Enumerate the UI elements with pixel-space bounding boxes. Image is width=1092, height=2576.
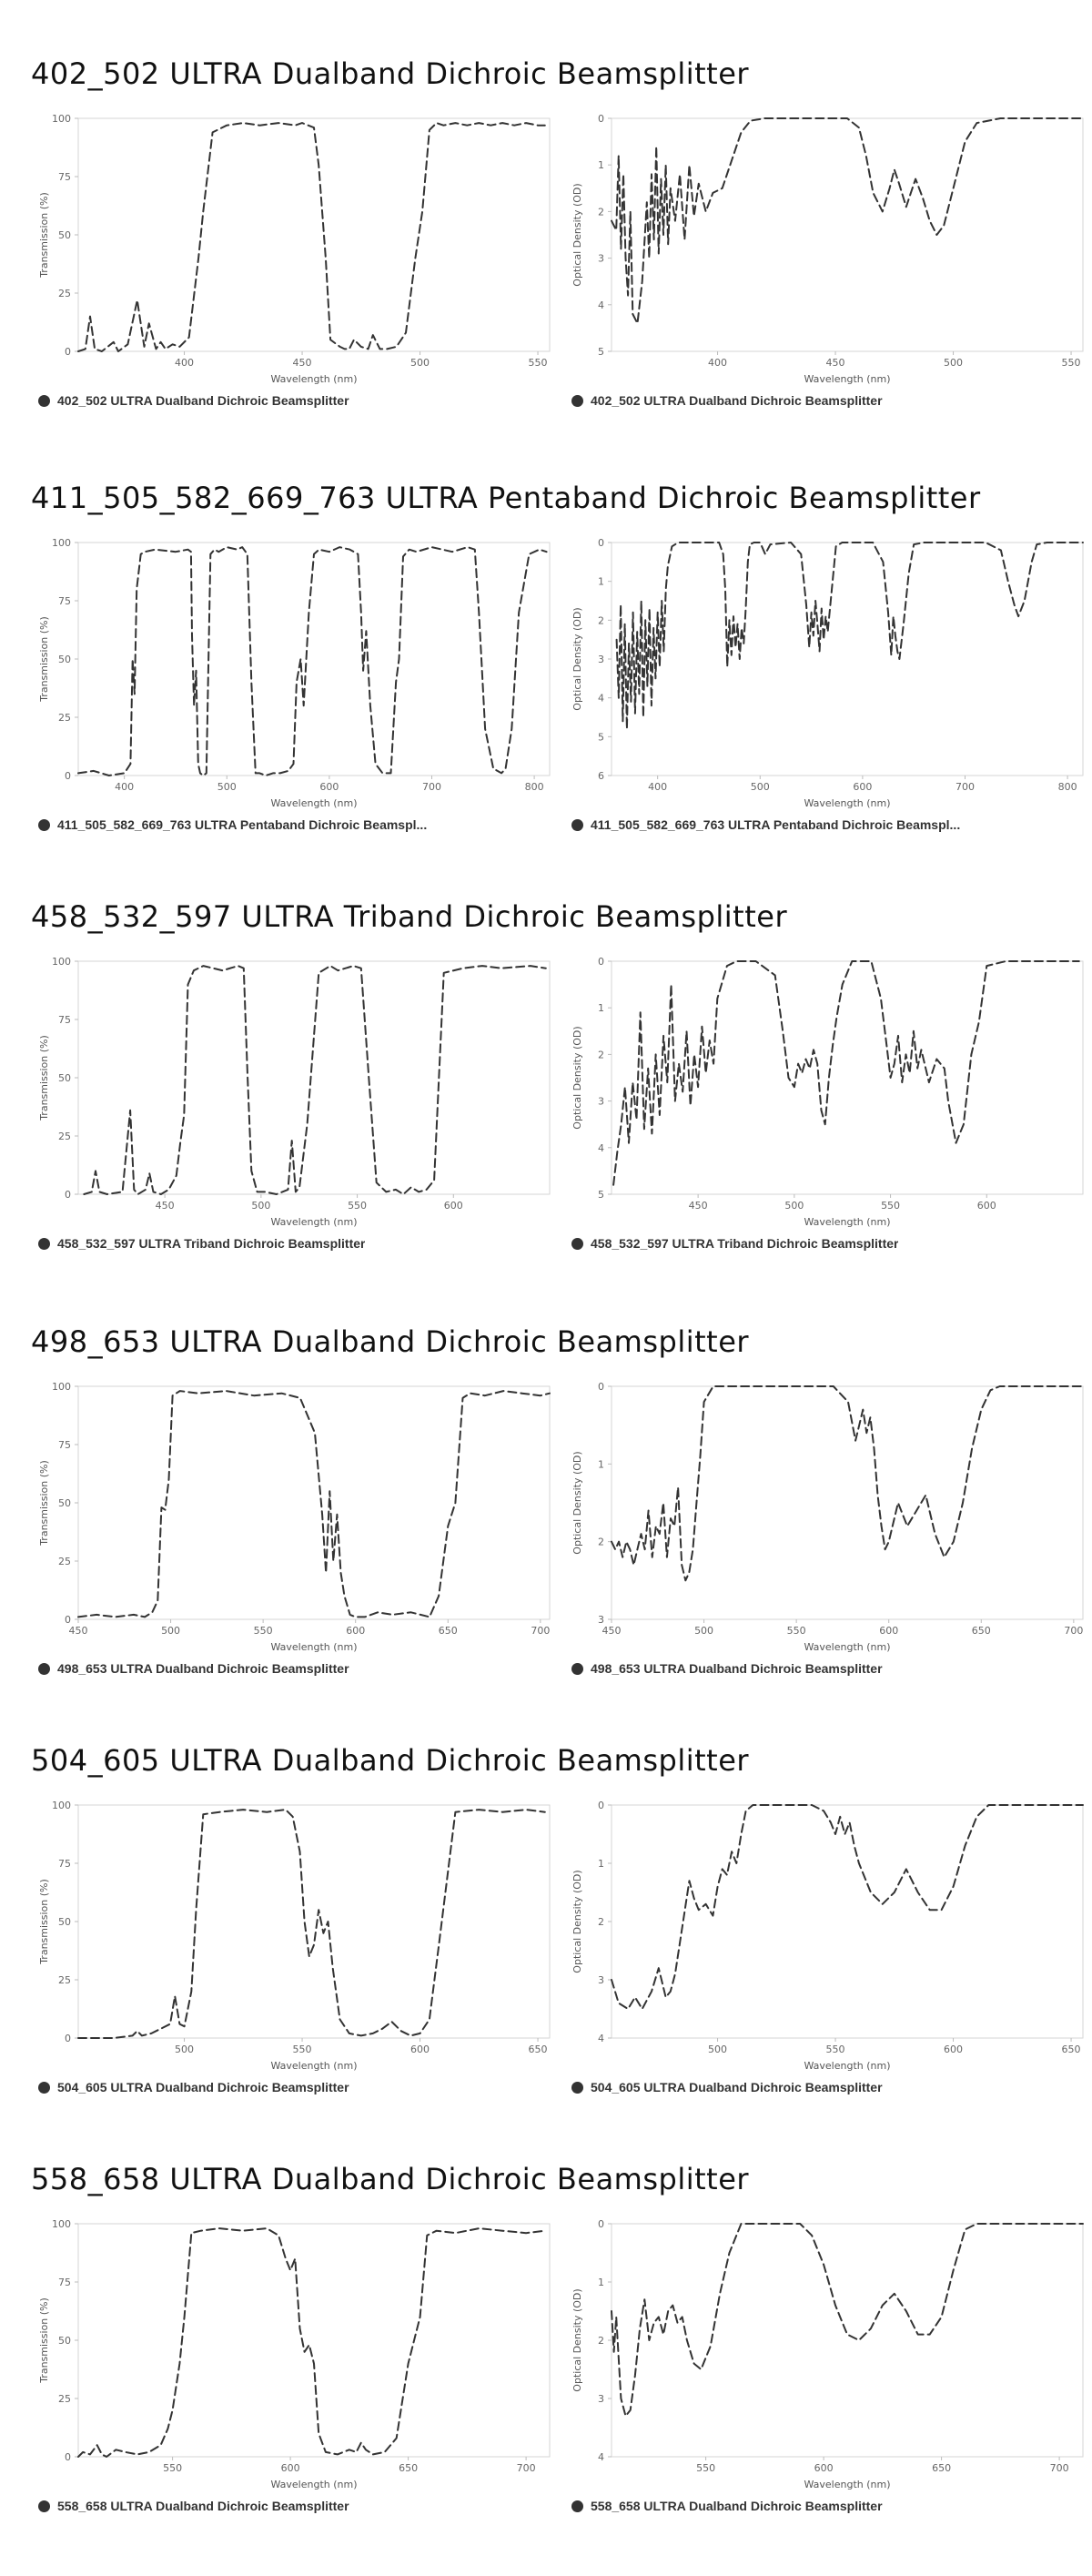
plot-frame xyxy=(612,1805,1083,2038)
x-tick-label: 400 xyxy=(648,781,668,793)
x-tick-label: 450 xyxy=(292,357,312,369)
y-tick-label: 1 xyxy=(598,159,604,172)
legend-marker-icon xyxy=(571,1238,583,1250)
density-series-line xyxy=(613,961,1079,1185)
y-tick-label: 0 xyxy=(65,1189,71,1201)
x-tick-label: 550 xyxy=(786,1625,806,1637)
y-tick-label: 5 xyxy=(598,1189,604,1201)
x-axis-label: Wavelength (nm) xyxy=(804,1216,891,1228)
y-axis-label: Transmission (%) xyxy=(38,2297,50,2383)
y-axis-label: Transmission (%) xyxy=(38,1035,50,1121)
y-tick-label: 2 xyxy=(598,2335,604,2347)
plot-frame xyxy=(612,2224,1083,2457)
y-tick-label: 0 xyxy=(65,770,71,782)
x-tick-label: 500 xyxy=(694,1625,714,1637)
transmission-series-line xyxy=(78,1391,550,1617)
plot-frame xyxy=(78,118,550,351)
y-tick-label: 3 xyxy=(598,2393,604,2405)
x-tick-label: 600 xyxy=(319,781,339,793)
density-series-line xyxy=(612,118,1083,323)
y-tick-label: 0 xyxy=(598,2218,604,2230)
y-tick-label: 100 xyxy=(52,1381,71,1393)
x-tick-label: 700 xyxy=(516,2462,536,2474)
y-tick-label: 2 xyxy=(598,1049,604,1061)
y-tick-label: 50 xyxy=(58,654,71,665)
x-tick-label: 600 xyxy=(443,1200,463,1212)
density-chart xyxy=(564,2209,1087,2539)
y-tick-label: 50 xyxy=(58,1072,71,1084)
y-tick-label: 0 xyxy=(65,346,71,358)
density-series-line xyxy=(612,1386,1083,1580)
plot-frame xyxy=(612,543,1083,776)
legend-marker-icon xyxy=(38,1238,50,1250)
y-tick-label: 1 xyxy=(598,1858,604,1870)
density-legend[interactable] xyxy=(571,1661,883,1676)
y-tick-label: 100 xyxy=(52,956,71,968)
transmission-legend[interactable] xyxy=(38,817,427,832)
y-axis-label: Transmission (%) xyxy=(38,1879,50,1964)
legend-label: 411_505_582_669_763 ULTRA Pentaband Dichroic Beamspl... xyxy=(57,817,428,832)
transmission-legend[interactable] xyxy=(38,393,349,408)
x-axis-label: Wavelength (nm) xyxy=(270,2060,358,2072)
plot-frame xyxy=(612,118,1083,351)
density-legend[interactable] xyxy=(571,2499,883,2513)
section-title: 458_532_597 ULTRA Triband Dichroic Beamsplitter xyxy=(31,899,788,934)
y-tick-label: 6 xyxy=(598,770,604,782)
x-axis-label: Wavelength (nm) xyxy=(804,1641,891,1653)
x-tick-label: 700 xyxy=(422,781,441,793)
section-title: 498_653 ULTRA Dualband Dichroic Beamsplitter xyxy=(31,1324,750,1359)
x-tick-label: 450 xyxy=(688,1200,708,1212)
x-tick-label: 700 xyxy=(1064,1625,1084,1637)
transmission-legend[interactable] xyxy=(38,2080,349,2094)
x-axis-label: Wavelength (nm) xyxy=(270,1216,358,1228)
x-tick-label: 550 xyxy=(253,1625,273,1637)
y-axis-label: Optical Density (OD) xyxy=(571,183,583,287)
y-tick-label: 25 xyxy=(58,2393,71,2405)
y-tick-label: 3 xyxy=(598,1974,604,1986)
legend-marker-icon xyxy=(38,2082,50,2094)
density-legend[interactable] xyxy=(571,393,883,408)
y-tick-label: 75 xyxy=(58,1439,71,1451)
x-axis-label: Wavelength (nm) xyxy=(804,2479,891,2490)
x-tick-label: 450 xyxy=(825,357,845,369)
x-tick-label: 550 xyxy=(292,2044,312,2055)
y-tick-label: 0 xyxy=(65,1614,71,1626)
y-tick-label: 1 xyxy=(598,2277,604,2288)
y-tick-label: 100 xyxy=(52,2218,71,2230)
density-legend[interactable] xyxy=(571,2080,883,2094)
x-tick-label: 550 xyxy=(348,1200,368,1212)
y-tick-label: 4 xyxy=(598,2451,604,2463)
y-tick-label: 1 xyxy=(598,1002,604,1015)
x-tick-label: 650 xyxy=(1061,2044,1081,2055)
legend-label: 411_505_582_669_763 ULTRA Pentaband Dichroic Beamspl... xyxy=(591,817,961,832)
x-tick-label: 600 xyxy=(280,2462,300,2474)
x-tick-label: 500 xyxy=(251,1200,271,1212)
legend-marker-icon xyxy=(571,2500,583,2512)
y-tick-label: 3 xyxy=(598,1095,604,1108)
y-tick-label: 0 xyxy=(598,956,604,968)
transmission-legend[interactable] xyxy=(38,1661,349,1676)
x-tick-label: 450 xyxy=(68,1625,88,1637)
x-tick-label: 700 xyxy=(531,1625,551,1637)
transmission-legend[interactable] xyxy=(38,1236,365,1251)
density-chart xyxy=(564,104,1087,433)
y-tick-label: 2 xyxy=(598,1916,604,1928)
y-tick-label: 75 xyxy=(58,1858,71,1870)
x-tick-label: 500 xyxy=(161,1625,181,1637)
y-tick-label: 50 xyxy=(58,229,71,241)
x-tick-label: 700 xyxy=(956,781,975,793)
x-axis-label: Wavelength (nm) xyxy=(270,797,358,809)
y-tick-label: 25 xyxy=(58,1974,71,1986)
section-title: 402_502 ULTRA Dualband Dichroic Beamsplitter xyxy=(31,56,750,91)
y-tick-label: 2 xyxy=(598,206,604,218)
x-tick-label: 650 xyxy=(971,1625,991,1637)
y-tick-label: 0 xyxy=(598,1800,604,1811)
x-tick-label: 600 xyxy=(814,2462,834,2474)
y-tick-label: 2 xyxy=(598,614,604,627)
legend-marker-icon xyxy=(38,1663,50,1675)
x-tick-label: 650 xyxy=(438,1625,458,1637)
x-axis-label: Wavelength (nm) xyxy=(270,373,358,385)
x-tick-label: 400 xyxy=(115,781,135,793)
x-tick-label: 550 xyxy=(528,357,548,369)
x-tick-label: 550 xyxy=(163,2462,183,2474)
x-tick-label: 500 xyxy=(708,2044,728,2055)
x-tick-label: 550 xyxy=(696,2462,716,2474)
density-chart xyxy=(564,528,1087,857)
x-tick-label: 600 xyxy=(944,2044,964,2055)
y-tick-label: 75 xyxy=(58,1014,71,1026)
x-tick-label: 650 xyxy=(399,2462,419,2474)
y-tick-label: 1 xyxy=(598,1458,604,1471)
y-axis-label: Optical Density (OD) xyxy=(571,607,583,711)
transmission-series-line xyxy=(78,2228,545,2457)
x-tick-label: 650 xyxy=(932,2462,952,2474)
transmission-chart xyxy=(31,104,554,433)
y-tick-label: 75 xyxy=(58,2277,71,2288)
x-axis-label: Wavelength (nm) xyxy=(270,1641,358,1653)
y-tick-label: 1 xyxy=(598,575,604,588)
transmission-chart xyxy=(31,1372,554,1701)
x-axis-label: Wavelength (nm) xyxy=(804,373,891,385)
y-tick-label: 75 xyxy=(58,171,71,183)
y-axis-label: Transmission (%) xyxy=(38,1460,50,1546)
section-title: 558_658 ULTRA Dualband Dichroic Beamsplitter xyxy=(31,2162,750,2196)
transmission-series-line xyxy=(84,966,546,1194)
y-tick-label: 5 xyxy=(598,346,604,358)
plot-frame xyxy=(78,543,550,776)
y-tick-label: 0 xyxy=(598,537,604,549)
transmission-chart xyxy=(31,528,554,857)
x-tick-label: 600 xyxy=(853,781,873,793)
x-tick-label: 800 xyxy=(524,781,544,793)
x-tick-label: 500 xyxy=(217,781,237,793)
x-tick-label: 500 xyxy=(784,1200,804,1212)
transmission-chart xyxy=(31,2209,554,2539)
legend-label: 402_502 ULTRA Dualband Dichroic Beamsplitter xyxy=(591,393,883,408)
x-tick-label: 450 xyxy=(155,1200,175,1212)
legend-marker-icon xyxy=(571,395,583,407)
legend-marker-icon xyxy=(38,819,50,831)
section-title: 411_505_582_669_763 ULTRA Pentaband Dichroic Beamsplitter xyxy=(31,481,981,515)
x-tick-label: 700 xyxy=(1049,2462,1069,2474)
legend-marker-icon xyxy=(38,2500,50,2512)
x-tick-label: 500 xyxy=(750,781,770,793)
y-tick-label: 75 xyxy=(58,595,71,607)
y-tick-label: 4 xyxy=(598,2033,604,2044)
x-tick-label: 400 xyxy=(175,357,195,369)
plot-frame xyxy=(612,961,1083,1194)
density-series-line xyxy=(612,1805,1083,2009)
plot-frame xyxy=(612,1386,1083,1619)
y-tick-label: 0 xyxy=(65,2451,71,2463)
y-tick-label: 50 xyxy=(58,1916,71,1928)
density-series-line xyxy=(617,543,1083,729)
plot-frame xyxy=(78,961,550,1194)
x-axis-label: Wavelength (nm) xyxy=(804,797,891,809)
density-legend[interactable] xyxy=(571,817,960,832)
y-tick-label: 0 xyxy=(598,113,604,125)
transmission-series-line xyxy=(78,1810,545,2038)
legend-marker-icon xyxy=(571,2082,583,2094)
legend-marker-icon xyxy=(571,1663,583,1675)
legend-label: 498_653 ULTRA Dualband Dichroic Beamsplitter xyxy=(591,1661,883,1676)
legend-label: 402_502 ULTRA Dualband Dichroic Beamsplitter xyxy=(57,393,349,408)
x-axis-label: Wavelength (nm) xyxy=(804,2060,891,2072)
legend-marker-icon xyxy=(38,395,50,407)
legend-label: 504_605 ULTRA Dualband Dichroic Beamsplitter xyxy=(57,2080,349,2094)
y-tick-label: 25 xyxy=(58,1556,71,1567)
transmission-chart xyxy=(31,1790,554,2120)
x-tick-label: 550 xyxy=(1061,357,1081,369)
y-axis-label: Optical Density (OD) xyxy=(571,2288,583,2392)
x-tick-label: 800 xyxy=(1057,781,1077,793)
transmission-series-line xyxy=(78,547,547,776)
y-axis-label: Optical Density (OD) xyxy=(571,1026,583,1130)
y-tick-label: 3 xyxy=(598,1614,604,1626)
section-title: 504_605 ULTRA Dualband Dichroic Beamsplitter xyxy=(31,1743,750,1778)
legend-marker-icon xyxy=(571,819,583,831)
x-tick-label: 450 xyxy=(602,1625,622,1637)
y-tick-label: 2 xyxy=(598,1536,604,1548)
y-tick-label: 25 xyxy=(58,288,71,299)
y-tick-label: 4 xyxy=(598,299,604,311)
y-axis-label: Optical Density (OD) xyxy=(571,1451,583,1555)
plot-frame xyxy=(78,1805,550,2038)
density-chart xyxy=(564,1790,1087,2120)
x-tick-label: 600 xyxy=(346,1625,366,1637)
y-axis-label: Transmission (%) xyxy=(38,192,50,278)
y-axis-label: Transmission (%) xyxy=(38,616,50,702)
legend-label: 558_658 ULTRA Dualband Dichroic Beamsplitter xyxy=(57,2499,349,2513)
density-series-line xyxy=(612,2224,1083,2416)
y-tick-label: 50 xyxy=(58,1497,71,1509)
x-tick-label: 550 xyxy=(881,1200,901,1212)
x-tick-label: 600 xyxy=(879,1625,899,1637)
x-tick-label: 600 xyxy=(410,2044,430,2055)
x-tick-label: 500 xyxy=(944,357,964,369)
legend-label: 558_658 ULTRA Dualband Dichroic Beamsplitter xyxy=(591,2499,883,2513)
legend-label: 498_653 ULTRA Dualband Dichroic Beamsplitter xyxy=(57,1661,349,1676)
legend-label: 458_532_597 ULTRA Triband Dichroic Beamsplitter xyxy=(57,1236,366,1251)
y-tick-label: 5 xyxy=(598,731,604,744)
legend-label: 504_605 ULTRA Dualband Dichroic Beamsplitter xyxy=(591,2080,883,2094)
y-tick-label: 4 xyxy=(598,692,604,705)
y-axis-label: Optical Density (OD) xyxy=(571,1870,583,1973)
y-tick-label: 100 xyxy=(52,537,71,549)
y-tick-label: 25 xyxy=(58,712,71,724)
y-tick-label: 4 xyxy=(598,1141,604,1154)
y-tick-label: 25 xyxy=(58,1131,71,1142)
transmission-chart xyxy=(31,947,554,1276)
x-tick-label: 550 xyxy=(825,2044,845,2055)
x-tick-label: 500 xyxy=(175,2044,195,2055)
legend-label: 458_532_597 ULTRA Triband Dichroic Beamsplitter xyxy=(591,1236,899,1251)
y-tick-label: 3 xyxy=(598,252,604,265)
x-tick-label: 600 xyxy=(976,1200,996,1212)
y-tick-label: 50 xyxy=(58,2335,71,2347)
x-tick-label: 400 xyxy=(708,357,728,369)
plot-frame xyxy=(78,1386,550,1619)
density-legend[interactable] xyxy=(571,1236,898,1251)
x-tick-label: 650 xyxy=(528,2044,548,2055)
x-axis-label: Wavelength (nm) xyxy=(270,2479,358,2490)
y-tick-label: 0 xyxy=(598,1381,604,1393)
x-tick-label: 500 xyxy=(410,357,430,369)
density-chart xyxy=(564,1372,1087,1701)
transmission-series-line xyxy=(78,123,545,351)
y-tick-label: 100 xyxy=(52,1800,71,1811)
y-tick-label: 0 xyxy=(65,2033,71,2044)
transmission-legend[interactable] xyxy=(38,2499,349,2513)
y-tick-label: 100 xyxy=(52,113,71,125)
y-tick-label: 3 xyxy=(598,654,604,665)
density-chart xyxy=(564,947,1087,1276)
plot-frame xyxy=(78,2224,550,2457)
